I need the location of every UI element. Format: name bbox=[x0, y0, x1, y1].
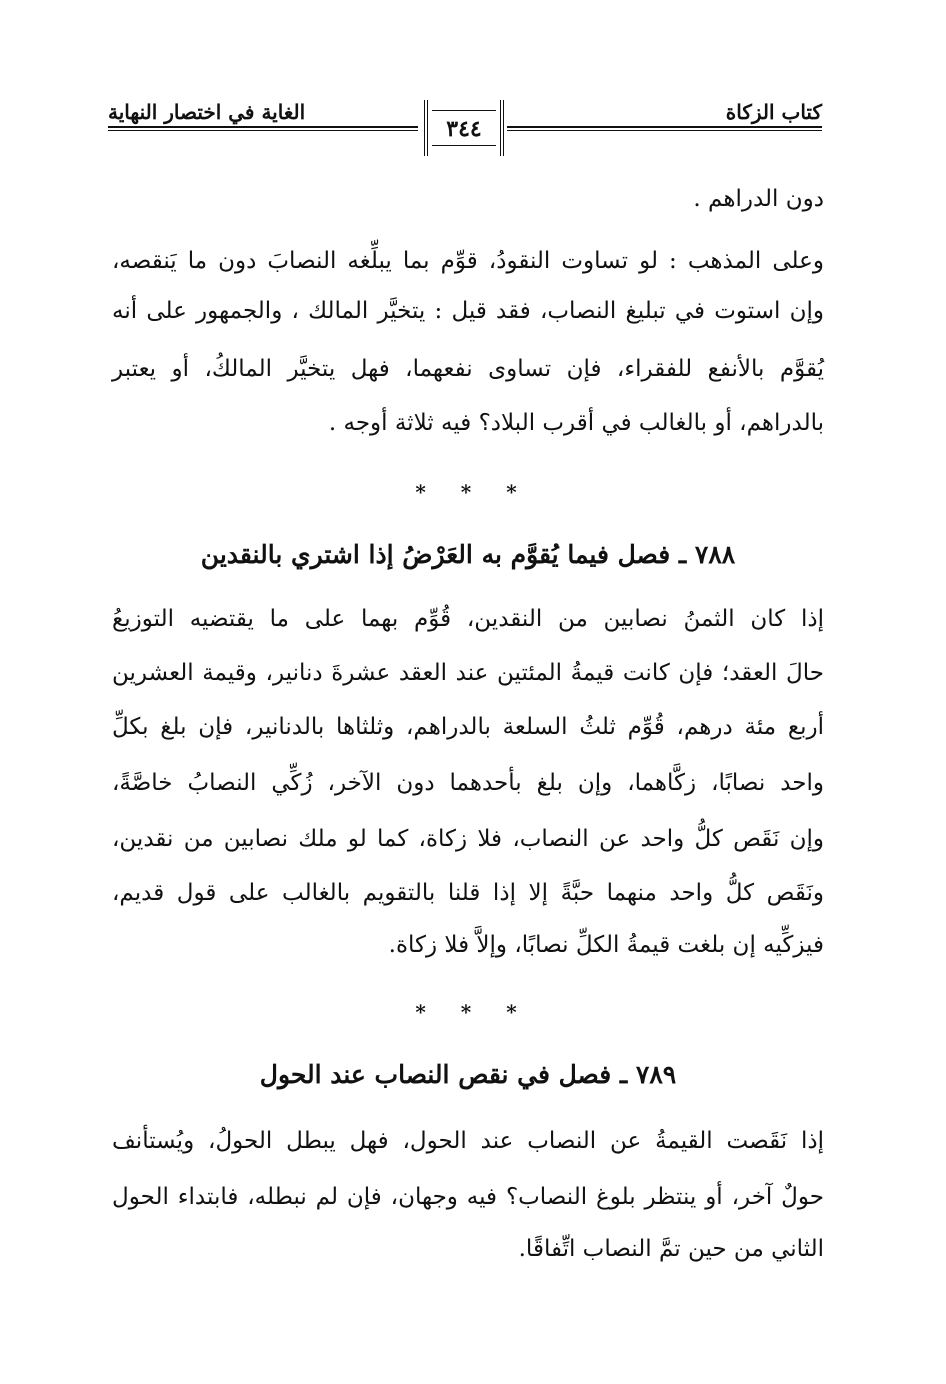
section-separator: * * * bbox=[415, 480, 531, 504]
text-line: وإن استوت في تبليغ النصاب، فقد قيل : يتخيَّر المالك ، والجمهور على أنه bbox=[112, 298, 824, 324]
page-number-frame bbox=[424, 100, 504, 156]
text-line: حالَ العقد؛ فإن كانت قيمةُ المئتين عند العقد عشرةَ دنانير، وقيمة العشرين bbox=[112, 660, 824, 686]
book-title: الغاية في اختصار النهاية bbox=[108, 100, 306, 124]
text-line: يُقوَّم بالأنفع للفقراء، فإن تساوى نفعهما، فهل يتخيَّر المالكُ، أو يعتبر bbox=[112, 356, 824, 382]
text-line: ونَقَص كلُّ واحد منهما حبَّةً إلا إذا قلنا بالتقويم بالغالب على قول قديم، bbox=[112, 880, 824, 906]
text-line: حولٌ آخر، أو ينتظر بلوغ النصاب؟ فيه وجهان، فإن لم نبطله، فابتداء الحول bbox=[112, 1184, 824, 1210]
text-line: إذا نَقَصت القيمةُ عن النصاب عند الحول، فهل يبطل الحولُ، ويُستأنف bbox=[112, 1128, 824, 1154]
section-heading-789: ٧٨٩ ـ فصل في نقص النصاب عند الحول bbox=[259, 1060, 677, 1089]
section-separator: * * * bbox=[415, 1000, 531, 1024]
section-heading-788: ٧٨٨ ـ فصل فيما يُقوَّم به العَرْضُ إذا اشتري بالنقدين bbox=[200, 540, 736, 569]
text-line: بالدراهم، أو بالغالب في أقرب البلاد؟ فيه ثلاثة أوجه . bbox=[328, 410, 824, 436]
text-line: أربع مئة درهم، قُوِّم ثلثُ السلعة بالدراهم، وثلثاها بالدنانير، فإن بلغ بكلِّ bbox=[112, 714, 824, 740]
text-line: الثاني من حين تمَّ النصاب اتِّفاقًا. bbox=[518, 1236, 824, 1262]
page-header bbox=[108, 92, 822, 162]
header-rule-right bbox=[507, 126, 822, 131]
text-line: فيزكِّيه إن بلغت قيمةُ الكلِّ نصابًا، وإلاَّ فلا زكاة. bbox=[388, 932, 824, 958]
text-line: إذا كان الثمنُ نصابين من النقدين، قُوِّم بهما على ما يقتضيه التوزيعُ bbox=[112, 606, 824, 632]
header-rule-left bbox=[108, 126, 418, 131]
text-line: وإن نَقَص كلُّ واحد عن النصاب، فلا زكاة، كما لو ملك نصابين من نقدين، bbox=[112, 826, 824, 852]
text-line: وعلى المذهب : لو تساوت النقودُ، قوِّم بما يبلِّغه النصابَ دون ما يَنقصه، bbox=[112, 248, 824, 274]
text-line: دون الدراهم . bbox=[693, 186, 824, 212]
text-line: واحد نصابًا، زكَّاهما، وإن بلغ بأحدهما دون الآخر، زُكِّي النصابُ خاصَّةً، bbox=[112, 770, 824, 796]
chapter-title: كتاب الزكاة bbox=[725, 100, 822, 124]
page-number: ٣٤٤ bbox=[446, 116, 482, 142]
